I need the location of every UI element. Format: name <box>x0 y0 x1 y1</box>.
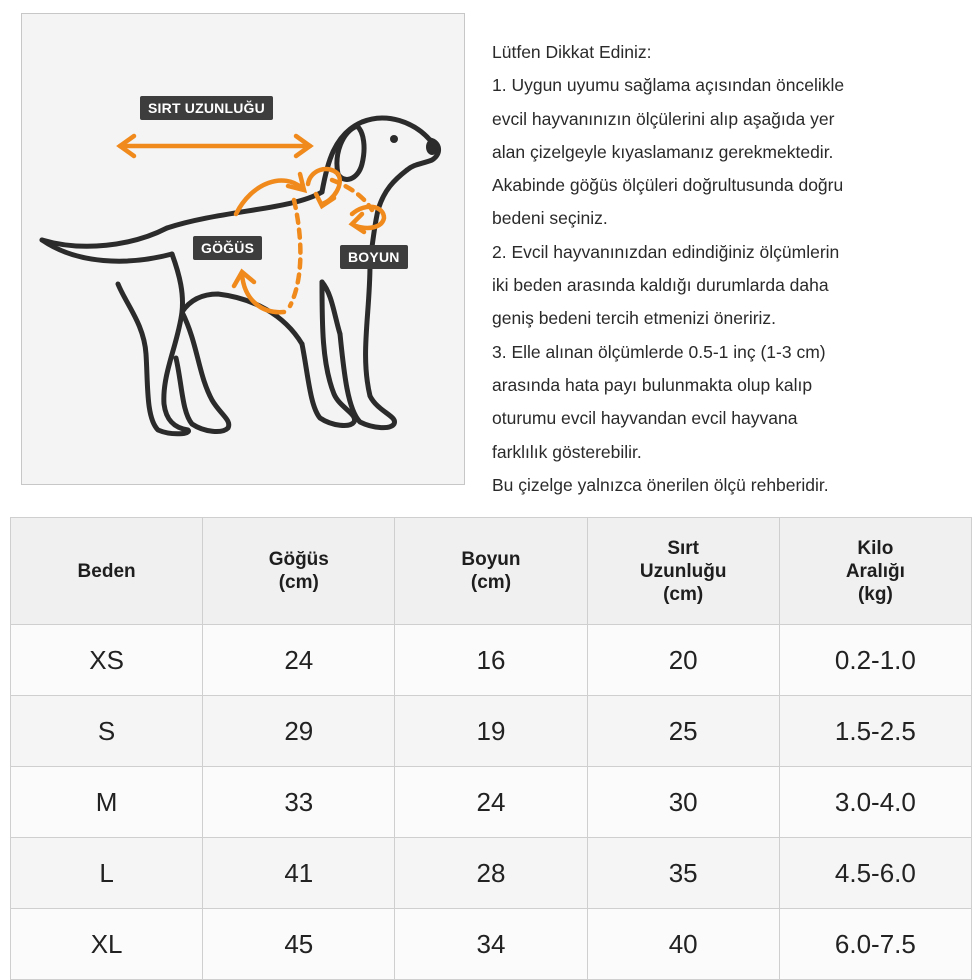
cell-back-length: 40 <box>587 909 779 980</box>
cell-weight: 0.2-1.0 <box>779 625 971 696</box>
notes-line: Akabinde göğüs ölçüleri doğrultusunda doğru <box>492 175 844 196</box>
cell-chest: 41 <box>203 838 395 909</box>
cell-size: S <box>11 696 203 767</box>
cell-back-length: 20 <box>587 625 779 696</box>
cell-neck: 24 <box>395 767 587 838</box>
header-back-length <box>587 518 779 625</box>
cell-weight: 4.5-6.0 <box>779 838 971 909</box>
cell-weight: 6.0-7.5 <box>779 909 971 980</box>
measurement-arrows <box>120 136 384 312</box>
header-weight-text: Kilo <box>857 537 894 559</box>
notes-line: arasında hata payı bulunmakta olup kalıp <box>492 374 813 395</box>
notes-line: bedeni seçiniz. <box>492 208 608 229</box>
table-row <box>11 767 972 838</box>
cell-back-length: 25 <box>587 696 779 767</box>
header-neck-unit: (cm) <box>470 572 512 593</box>
neck-label: BOYUN <box>340 245 408 269</box>
header-back-text-2: Uzunluğu <box>639 560 727 582</box>
table-row <box>11 838 972 909</box>
cell-chest: 33 <box>203 767 395 838</box>
notes-line: alan çizelgeyle kıyaslamanız gerekmektedir. <box>492 141 834 162</box>
cell-weight: 3.0-4.0 <box>779 767 971 838</box>
header-weight-text-2: Aralığı <box>845 560 905 582</box>
notes-line: 1. Uygun uyumu sağlama açısından öncelikle <box>492 75 845 96</box>
header-size-text: Beden <box>77 560 136 582</box>
dog-measurement-diagram <box>21 13 465 485</box>
header-chest <box>203 518 395 625</box>
cell-chest: 29 <box>203 696 395 767</box>
notes-line: Lütfen Dikkat Ediniz: <box>492 42 652 62</box>
header-back-unit: (cm) <box>663 583 704 605</box>
notes-line: 2. Evcil hayvanınızdan edindiğiniz ölçümlerin <box>492 241 840 262</box>
cell-size: XS <box>11 625 203 696</box>
header-neck <box>395 518 587 625</box>
notes-line: iki beden arasında kaldığı durumlarda daha <box>492 275 829 296</box>
notes-line: farklılık gösterebilir. <box>492 441 642 462</box>
header-neck-text: Boyun <box>461 549 521 570</box>
cell-size: L <box>11 838 203 909</box>
table-row <box>11 625 972 696</box>
header-chest-unit: (cm) <box>278 572 319 593</box>
notes-line: geniş bedeni tercih etmenizi öneririz. <box>492 308 777 329</box>
chest-label: GÖĞÜS <box>193 236 262 260</box>
notes-line: evcil hayvanınızın ölçülerini alıp aşağıda yer <box>492 108 835 129</box>
notes-line: Bu çizelge yalnızca önerilen ölçü rehberidir. <box>492 474 829 495</box>
cell-neck: 34 <box>395 909 587 980</box>
cell-neck: 16 <box>395 625 587 696</box>
notes-line: 3. Elle alınan ölçümlerde 0.5-1 inç (1-3 cm) <box>492 341 826 362</box>
cell-weight: 1.5-2.5 <box>779 696 971 767</box>
table-row <box>11 909 972 980</box>
table-row <box>11 696 972 767</box>
cell-size: XL <box>11 909 203 980</box>
cell-chest: 45 <box>203 909 395 980</box>
cell-back-length: 35 <box>587 838 779 909</box>
cell-size: M <box>11 767 203 838</box>
back-length-label: SIRT UZUNLUĞU <box>140 96 273 120</box>
chest-dashed-line <box>290 200 300 306</box>
cell-neck: 19 <box>395 696 587 767</box>
instructions-text <box>492 36 976 502</box>
header-weight-unit: (kg) <box>857 583 893 605</box>
size-chart-table <box>10 517 972 980</box>
header-chest-text: Göğüs <box>268 549 329 570</box>
cell-neck: 28 <box>395 838 587 909</box>
table-header-row <box>11 518 972 625</box>
header-size <box>11 518 203 625</box>
cell-chest: 24 <box>203 625 395 696</box>
notes-line: oturumu evcil hayvandan evcil hayvana <box>492 408 798 429</box>
header-back-text: Sırt <box>667 537 699 559</box>
header-weight <box>779 518 971 625</box>
cell-back-length: 30 <box>587 767 779 838</box>
